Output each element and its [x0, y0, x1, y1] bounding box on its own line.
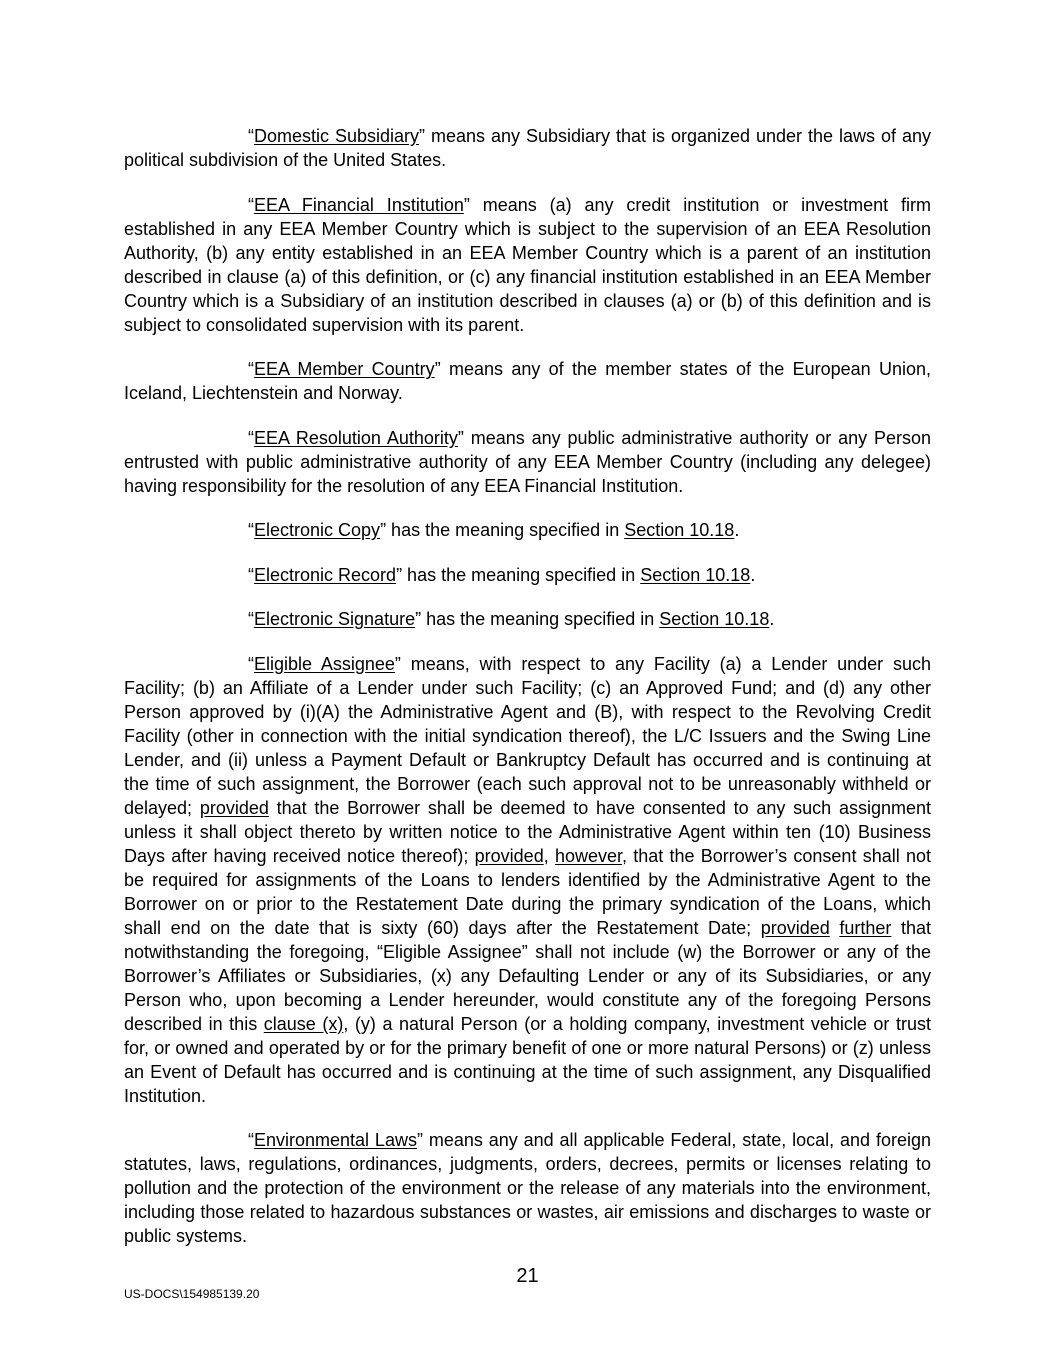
underlined-term: EEA Financial Institution	[254, 194, 464, 215]
definition-text: “	[248, 194, 254, 215]
definition-text: ” means any and all applicable Federal, state, local, and foreign statutes, laws, regulations, ordinances, judgments, orders, decrees, permits or licenses relating to pollution and the protection of the environment or the release of any materials into the environment, including those related to hazardous substances or wastes, air emissions and discharges to waste or public systems.	[124, 1130, 931, 1246]
definition-text: “	[248, 653, 254, 674]
underlined-term: Electronic Signature	[254, 609, 416, 629]
document-body	[124, 124, 931, 1269]
definition-text: “	[248, 609, 254, 629]
underlined-term: Section 10.18	[624, 520, 735, 540]
definition-electronic-record	[124, 563, 931, 587]
underlined-term: provided	[474, 845, 544, 866]
underlined-term: Environmental Laws	[254, 1130, 417, 1150]
definition-text: “	[248, 427, 254, 448]
definition-text: “	[248, 359, 254, 379]
definition-text: ” means (a) any credit institution or investment firm established in any EEA Member Country which is subject to the supervision of an EEA Resolution Authority, (b) any entity established in an EEA Member Country which is a parent of an institution described in clause (a) of this definition, or (c) any financial institution established in an EEA Member Country which is a Subsidiary of an institution described in clauses (a) or (b) of this definition and is subject to consolidated supervision with its parent.	[124, 194, 931, 335]
definition-text	[830, 918, 840, 938]
underlined-term: Eligible Assignee	[254, 653, 395, 674]
definition-text: that notwithstanding the foregoing, “Eligible Assignee” shall not include (w) the Borrower or any of the Borrower’s Affiliates or Subsidiaries, (x) any Defaulting Lender or any of its Subsidiaries, or any Person who, upon becoming a Lender hereunder, would constitute any of the foregoing Persons described in this	[124, 917, 931, 1034]
definition-text: “	[248, 1130, 254, 1150]
definition-text: , that the Borrower’s consent shall not be required for assignments of the Loans to lenders identified by the Administrative Agent to the Borrower on or prior to the Restatement Date during the primary syndication of the Loans, which shall end on the date that is sixty (60) days after the Restatement Date;	[124, 845, 931, 938]
definition-text: ” means any Subsidiary that is organized under the laws of any political subdivision of the United States.	[124, 126, 931, 170]
definition-text: , (y) a natural Person (or a holding company, investment vehicle or trust for, or owned and operated by or for the primary benefit of one or more natural Persons) or (z) unless an Event of Default has occurred and is continuing at the time of such assignment, any Disqualified Institution.	[124, 1013, 931, 1106]
document-id: US-DOCS\154985139.20	[124, 1287, 260, 1301]
definition-text: .	[750, 564, 756, 585]
underlined-term: Section 10.18	[640, 564, 751, 585]
definition-eea-resolution-authority	[124, 426, 931, 498]
underlined-term: however	[554, 845, 622, 866]
underlined-term: Electronic Record	[254, 564, 397, 585]
definition-eea-financial-institution	[124, 193, 931, 337]
definition-text: “	[248, 520, 254, 540]
definition-text: ” has the meaning specified in	[415, 609, 660, 629]
definition-text: ” has the meaning specified in	[396, 564, 641, 585]
definition-eea-member-country	[124, 357, 931, 405]
underlined-term: further	[839, 917, 892, 938]
underlined-term: provided	[199, 797, 269, 818]
definition-text: ” means any of the member states of the European Union, Iceland, Liechtenstein and Norway.	[124, 359, 931, 403]
underlined-term: EEA Member Country	[254, 359, 435, 379]
definition-text: ” has the meaning specified in	[380, 520, 625, 540]
underlined-term: EEA Resolution Authority	[254, 427, 458, 448]
definition-eligible-assignee	[124, 652, 931, 1108]
underlined-term: Electronic Copy	[254, 520, 381, 540]
underlined-term: Section 10.18	[659, 609, 770, 629]
underlined-term: provided	[760, 917, 830, 938]
definition-text: that the Borrower shall be deemed to have consented to any such assignment unless it shall object thereto by written notice to the Administrative Agent within ten (10) Business Days after having received notice thereof);	[124, 797, 931, 866]
definition-text: ” means any public administrative authority or any Person entrusted with public administrative authority of any EEA Member Country (including any delegee) having responsibility for the resolution of any EEA Financial Institution.	[124, 427, 932, 496]
definition-text: “	[248, 564, 254, 585]
definition-environmental-laws	[124, 1128, 931, 1248]
definition-text: .	[769, 609, 775, 629]
definition-electronic-copy	[124, 518, 931, 542]
definition-text: ” means, with respect to any Facility (a) a Lender under such Facility; (b) an Affiliate of a Lender under such Facility; (c) an Approved Fund; and (d) any other Person approved by (i)(A) the Administrative Agent and (B), with respect to the Revolving Credit Facility (other in connection with the initial syndication thereof), the L/C Issuers and the Swing Line Lender, and (ii) unless a Payment Default or Bankruptcy Default has occurred and is continuing at the time of such assignment, the Borrower (each such approval not to be unreasonably withheld or delayed;	[124, 653, 931, 818]
definition-text: ,	[543, 845, 555, 866]
definition-text: .	[734, 520, 740, 540]
page-number: 21	[516, 1265, 539, 1287]
underlined-term: clause (x)	[263, 1013, 344, 1034]
definition-text: “	[248, 126, 254, 146]
underlined-term: Domestic Subsidiary	[254, 126, 420, 146]
definition-electronic-signature	[124, 607, 931, 631]
definition-domestic-subsidiary	[124, 124, 931, 172]
